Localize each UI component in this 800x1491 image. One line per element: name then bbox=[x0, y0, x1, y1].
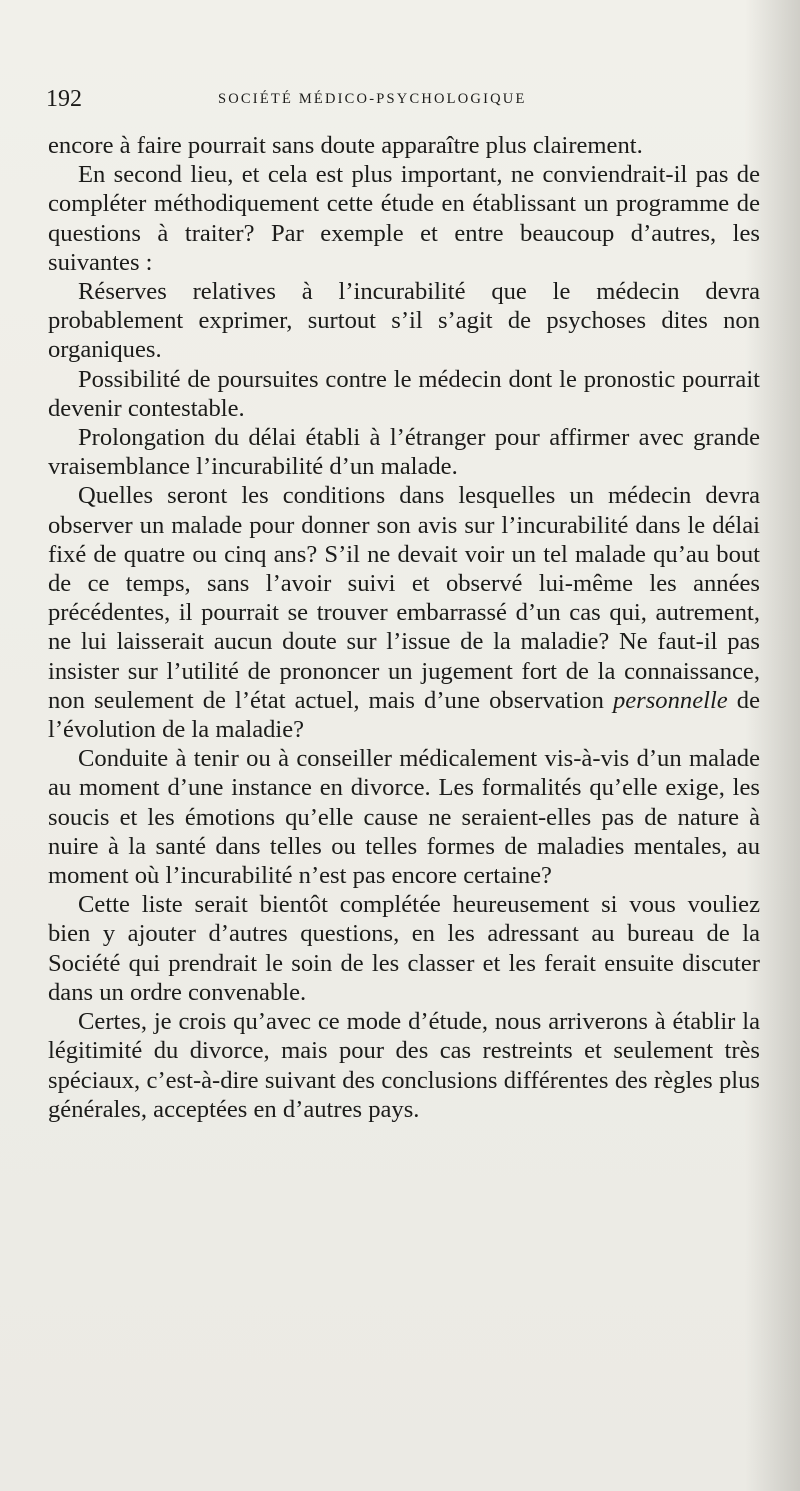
paragraph: Réserves relatives à l’incurabilité que le médecin devra probablement exprimer, surtout s’il s’agit de psychoses dites non organiques. bbox=[48, 278, 760, 364]
paragraph: Prolongation du délai établi à l’étranger pour affirmer avec grande vraisemblance l’incurabilité d’un malade. bbox=[48, 424, 760, 481]
paragraph-text: Quelles seront les conditions dans lesquelles un médecin devra observer un malade pour donner son avis sur l’incurabilité dans le délai fixé de quatre ou cinq ans? S’il ne devait voir un tel malade qu’au bout de ce temps, sans l’avoir suivi et observé lui-même les années précédentes, il pourrait se trouver embarrassé d’un cas qui, autrement, ne lui laisserait aucun doute sur l’issue de la maladie? Ne faut-il pas insister sur l’utilité de prononcer un jugement fort de la connaissance, non seulement de l’état actuel, mais d’une observation bbox=[48, 482, 760, 714]
paragraph: Certes, je crois qu’avec ce mode d’étude, nous arriverons à établir la légitimité du divorce, mais pour des cas restreints et seulement très spéciaux, c’est-à-dire suivant des conclusions différentes des règles plus générales, acceptées en d’autres pays. bbox=[48, 1008, 760, 1123]
page-number: 192 bbox=[46, 86, 82, 112]
paragraph-text: de l’évolution de la maladie? bbox=[48, 686, 760, 744]
emphasized-word: personnelle bbox=[612, 686, 728, 714]
paragraph: En second lieu, et cela est plus important, ne conviendrait-il pas de compléter méthodiquement cette étude en établissant un programme de questions à traiter? Par exemple et entre beaucoup d’autres, les suivantes : bbox=[48, 161, 760, 276]
paragraph: Cette liste serait bientôt complétée heureusement si vous vouliez bien y ajouter d’autres questions, en les adressant au bureau de la Société qui prendrait le soin de les classer et les ferait ensuite discuter dans un ordre convenable. bbox=[48, 891, 760, 1006]
paragraph bbox=[48, 481, 760, 744]
body-text bbox=[48, 131, 760, 1124]
paragraph: Possibilité de poursuites contre le médecin dont le pronostic pourrait devenir contestable. bbox=[48, 365, 760, 422]
running-title: SOCIÉTÉ MÉDICO-PSYCHOLOGIQUE bbox=[218, 91, 527, 107]
paragraph: Conduite à tenir ou à conseiller médicalement vis-à-vis d’un malade au moment d’une instance en divorce. Les formalités qu’elle exige, les soucis et les émotions qu’elle cause ne seraient-elles pas de nature à nuire à la santé dans telles ou telles formes de maladies mentales, au moment où l’incurabilité n’est pas encore certaine? bbox=[48, 745, 760, 890]
page-header bbox=[46, 84, 766, 114]
paragraph-continuation: encore à faire pourrait sans doute apparaître plus clairement. bbox=[48, 132, 643, 159]
